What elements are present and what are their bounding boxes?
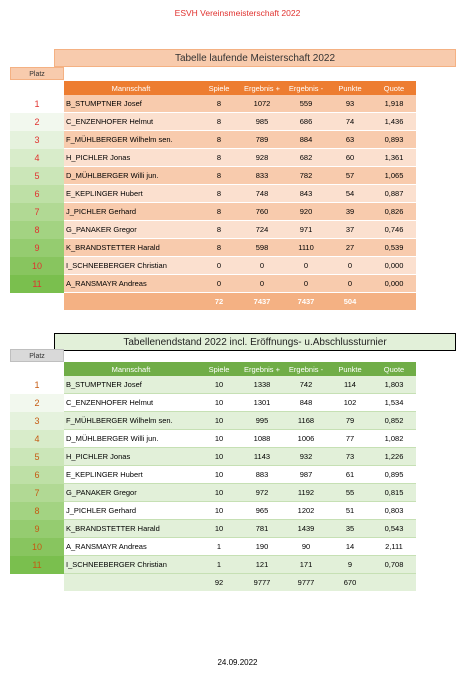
minus-cell: 848 — [284, 394, 328, 412]
minus-cell: 682 — [284, 149, 328, 167]
quote-cell: 0,887 — [372, 185, 416, 203]
column-header: Ergebnis - — [284, 81, 328, 95]
quote-cell: 0,895 — [372, 466, 416, 484]
plus-cell: 0 — [240, 275, 284, 293]
punkte-cell: 93 — [328, 95, 372, 113]
spiele-cell: 8 — [198, 149, 240, 167]
minus-cell: 843 — [284, 185, 328, 203]
spiele-cell: 8 — [198, 131, 240, 149]
table-row — [10, 167, 416, 185]
team-name-cell: E_KEPLINGER Hubert — [64, 466, 198, 484]
total-minus-cell: 7437 — [284, 293, 328, 311]
team-name-cell: F_MÜHLBERGER Wilhelm sen. — [64, 131, 198, 149]
quote-cell: 1,436 — [372, 113, 416, 131]
quote-cell: 0,893 — [372, 131, 416, 149]
minus-cell: 932 — [284, 448, 328, 466]
table-row — [10, 239, 416, 257]
plus-cell: 748 — [240, 185, 284, 203]
minus-cell: 742 — [284, 376, 328, 394]
punkte-cell: 0 — [328, 257, 372, 275]
minus-cell: 1110 — [284, 239, 328, 257]
plus-cell: 1072 — [240, 95, 284, 113]
totals-blank — [10, 574, 64, 592]
table-row — [10, 149, 416, 167]
minus-cell: 1202 — [284, 502, 328, 520]
spiele-cell: 8 — [198, 239, 240, 257]
team-name-cell: J_PICHLER Gerhard — [64, 203, 198, 221]
spiele-cell: 10 — [198, 394, 240, 412]
punkte-cell: 114 — [328, 376, 372, 394]
spiele-cell: 10 — [198, 412, 240, 430]
plus-cell: 995 — [240, 412, 284, 430]
minus-cell: 171 — [284, 556, 328, 574]
plus-cell: 1088 — [240, 430, 284, 448]
punkte-cell: 61 — [328, 466, 372, 484]
plus-cell: 190 — [240, 538, 284, 556]
quote-cell: 1,918 — [372, 95, 416, 113]
minus-cell: 1006 — [284, 430, 328, 448]
quote-cell: 0,852 — [372, 412, 416, 430]
minus-cell: 0 — [284, 275, 328, 293]
rank-cell: 7 — [10, 203, 64, 221]
quote-cell: 0,803 — [372, 502, 416, 520]
punkte-cell: 0 — [328, 275, 372, 293]
rank-cell: 1 — [10, 376, 64, 394]
spiele-cell: 8 — [198, 185, 240, 203]
team-name-cell: D_MÜHLBERGER Willi jun. — [64, 430, 198, 448]
table-row — [10, 556, 416, 574]
rank-cell: 4 — [10, 149, 64, 167]
total-spiele-cell: 72 — [198, 293, 240, 311]
team-name-cell: H_PICHLER Jonas — [64, 149, 198, 167]
rank-cell: 9 — [10, 520, 64, 538]
table-row — [10, 412, 416, 430]
plus-cell: 833 — [240, 167, 284, 185]
team-name-cell: J_PICHLER Gerhard — [64, 502, 198, 520]
rank-cell: 2 — [10, 394, 64, 412]
header-blank — [10, 81, 64, 95]
standings-table-final — [10, 362, 416, 591]
spiele-cell: 10 — [198, 448, 240, 466]
punkte-cell: 37 — [328, 221, 372, 239]
plus-cell: 883 — [240, 466, 284, 484]
rank-cell: 2 — [10, 113, 64, 131]
plus-cell: 598 — [240, 239, 284, 257]
rank-cell: 4 — [10, 430, 64, 448]
spiele-cell: 1 — [198, 556, 240, 574]
column-header: Spiele — [198, 362, 240, 376]
quote-cell: 1,082 — [372, 430, 416, 448]
minus-cell: 1168 — [284, 412, 328, 430]
minus-cell: 0 — [284, 257, 328, 275]
punkte-cell: 73 — [328, 448, 372, 466]
rank-cell: 1 — [10, 95, 64, 113]
column-header: Punkte — [328, 81, 372, 95]
quote-cell: 0,826 — [372, 203, 416, 221]
total-minus-cell: 9777 — [284, 574, 328, 592]
minus-cell: 559 — [284, 95, 328, 113]
plus-cell: 760 — [240, 203, 284, 221]
table2-caption: Tabellenendstand 2022 incl. Eröffnungs- u.Abschlussturnier — [54, 333, 456, 351]
quote-cell: 0,543 — [372, 520, 416, 538]
plus-cell: 972 — [240, 484, 284, 502]
quote-cell: 1,361 — [372, 149, 416, 167]
total-spiele-cell: 92 — [198, 574, 240, 592]
plus-cell: 724 — [240, 221, 284, 239]
minus-cell: 884 — [284, 131, 328, 149]
column-header: Ergebnis + — [240, 362, 284, 376]
minus-cell: 90 — [284, 538, 328, 556]
table-row — [10, 502, 416, 520]
team-name-cell: G_PANAKER Gregor — [64, 484, 198, 502]
total-plus-cell: 7437 — [240, 293, 284, 311]
punkte-cell: 14 — [328, 538, 372, 556]
rank-cell: 6 — [10, 466, 64, 484]
plus-cell: 1143 — [240, 448, 284, 466]
plus-cell: 781 — [240, 520, 284, 538]
rank-cell: 9 — [10, 239, 64, 257]
quote-cell: 1,534 — [372, 394, 416, 412]
column-header: Spiele — [198, 81, 240, 95]
table-row — [10, 257, 416, 275]
totals-row — [10, 574, 416, 592]
table2-platz-label: Platz — [10, 349, 64, 362]
spiele-cell: 10 — [198, 430, 240, 448]
totals-label — [64, 574, 198, 592]
punkte-cell: 74 — [328, 113, 372, 131]
rank-cell: 6 — [10, 185, 64, 203]
spiele-cell: 8 — [198, 113, 240, 131]
table-row — [10, 95, 416, 113]
rank-cell: 10 — [10, 257, 64, 275]
quote-cell: 1,226 — [372, 448, 416, 466]
minus-cell: 782 — [284, 167, 328, 185]
plus-cell: 1301 — [240, 394, 284, 412]
quote-cell: 0,708 — [372, 556, 416, 574]
totals-label — [64, 293, 198, 311]
rank-cell: 10 — [10, 538, 64, 556]
punkte-cell: 51 — [328, 502, 372, 520]
punkte-cell: 35 — [328, 520, 372, 538]
spiele-cell: 0 — [198, 275, 240, 293]
team-name-cell: B_STUMPTNER Josef — [64, 376, 198, 394]
table-row — [10, 484, 416, 502]
totals-blank — [10, 293, 64, 311]
table-row — [10, 376, 416, 394]
rank-cell: 5 — [10, 448, 64, 466]
team-name-cell: B_STUMPTNER Josef — [64, 95, 198, 113]
punkte-cell: 57 — [328, 167, 372, 185]
header-blank — [10, 362, 64, 376]
column-header: Punkte — [328, 362, 372, 376]
rank-cell: 8 — [10, 221, 64, 239]
minus-cell: 987 — [284, 466, 328, 484]
rank-cell: 5 — [10, 167, 64, 185]
minus-cell: 686 — [284, 113, 328, 131]
table-row — [10, 185, 416, 203]
team-name-cell: D_MÜHLBERGER Willi jun. — [64, 167, 198, 185]
quote-cell: 0,000 — [372, 257, 416, 275]
table-row — [10, 203, 416, 221]
column-header: Ergebnis - — [284, 362, 328, 376]
punkte-cell: 9 — [328, 556, 372, 574]
team-name-cell: I_SCHNEEBERGER Christian — [64, 257, 198, 275]
quote-cell: 0,815 — [372, 484, 416, 502]
punkte-cell: 63 — [328, 131, 372, 149]
table-row — [10, 131, 416, 149]
table-row — [10, 466, 416, 484]
spiele-cell: 10 — [198, 484, 240, 502]
total-punkte-cell: 670 — [328, 574, 372, 592]
spiele-cell: 1 — [198, 538, 240, 556]
rank-cell: 8 — [10, 502, 64, 520]
punkte-cell: 54 — [328, 185, 372, 203]
minus-cell: 920 — [284, 203, 328, 221]
spiele-cell: 8 — [198, 221, 240, 239]
column-header: Quote — [372, 362, 416, 376]
spiele-cell: 10 — [198, 520, 240, 538]
rank-cell: 11 — [10, 275, 64, 293]
team-name-cell: C_ENZENHOFER Helmut — [64, 113, 198, 131]
quote-cell: 2,111 — [372, 538, 416, 556]
spiele-cell: 10 — [198, 502, 240, 520]
plus-cell: 121 — [240, 556, 284, 574]
column-header: Quote — [372, 81, 416, 95]
team-name-cell: A_RANSMAYR Andreas — [64, 275, 198, 293]
spiele-cell: 10 — [198, 466, 240, 484]
document-title: ESVH Vereinsmeisterschaft 2022 — [174, 8, 301, 18]
table-row — [10, 221, 416, 239]
plus-cell: 0 — [240, 257, 284, 275]
table-row — [10, 275, 416, 293]
team-name-cell: I_SCHNEEBERGER Christian — [64, 556, 198, 574]
plus-cell: 928 — [240, 149, 284, 167]
spiele-cell: 8 — [198, 167, 240, 185]
table1-caption: Tabelle laufende Meisterschaft 2022 — [54, 49, 456, 67]
quote-cell: 0,539 — [372, 239, 416, 257]
minus-cell: 971 — [284, 221, 328, 239]
team-name-cell: A_RANSMAYR Andreas — [64, 538, 198, 556]
table-row — [10, 448, 416, 466]
punkte-cell: 60 — [328, 149, 372, 167]
punkte-cell: 77 — [328, 430, 372, 448]
punkte-cell: 39 — [328, 203, 372, 221]
table-row — [10, 394, 416, 412]
team-name-cell: F_MÜHLBERGER Wilhelm sen. — [64, 412, 198, 430]
plus-cell: 1338 — [240, 376, 284, 394]
quote-cell: 0,000 — [372, 275, 416, 293]
spiele-cell: 0 — [198, 257, 240, 275]
totals-quote-blank — [372, 293, 416, 311]
team-name-cell: H_PICHLER Jonas — [64, 448, 198, 466]
spiele-cell: 8 — [198, 95, 240, 113]
footer-date: 24.09.2022 — [217, 658, 258, 667]
table1-platz-label: Platz — [10, 67, 64, 80]
standings-table-current — [10, 81, 416, 310]
spiele-cell: 10 — [198, 376, 240, 394]
rank-cell: 7 — [10, 484, 64, 502]
column-header: Mannschaft — [64, 81, 198, 95]
minus-cell: 1439 — [284, 520, 328, 538]
table-row — [10, 113, 416, 131]
rank-cell: 3 — [10, 131, 64, 149]
punkte-cell: 102 — [328, 394, 372, 412]
rank-cell: 3 — [10, 412, 64, 430]
plus-cell: 985 — [240, 113, 284, 131]
punkte-cell: 27 — [328, 239, 372, 257]
table-row — [10, 430, 416, 448]
column-header: Ergebnis + — [240, 81, 284, 95]
spiele-cell: 8 — [198, 203, 240, 221]
total-punkte-cell: 504 — [328, 293, 372, 311]
plus-cell: 789 — [240, 131, 284, 149]
plus-cell: 965 — [240, 502, 284, 520]
quote-cell: 1,065 — [372, 167, 416, 185]
minus-cell: 1192 — [284, 484, 328, 502]
team-name-cell: E_KEPLINGER Hubert — [64, 185, 198, 203]
quote-cell: 0,746 — [372, 221, 416, 239]
team-name-cell: C_ENZENHOFER Helmut — [64, 394, 198, 412]
rank-cell: 11 — [10, 556, 64, 574]
punkte-cell: 79 — [328, 412, 372, 430]
totals-quote-blank — [372, 574, 416, 592]
quote-cell: 1,803 — [372, 376, 416, 394]
team-name-cell: G_PANAKER Gregor — [64, 221, 198, 239]
punkte-cell: 55 — [328, 484, 372, 502]
team-name-cell: K_BRANDSTETTER Harald — [64, 520, 198, 538]
totals-row — [10, 293, 416, 311]
table-row — [10, 520, 416, 538]
team-name-cell: K_BRANDSTETTER Harald — [64, 239, 198, 257]
table-row — [10, 538, 416, 556]
total-plus-cell: 9777 — [240, 574, 284, 592]
column-header: Mannschaft — [64, 362, 198, 376]
